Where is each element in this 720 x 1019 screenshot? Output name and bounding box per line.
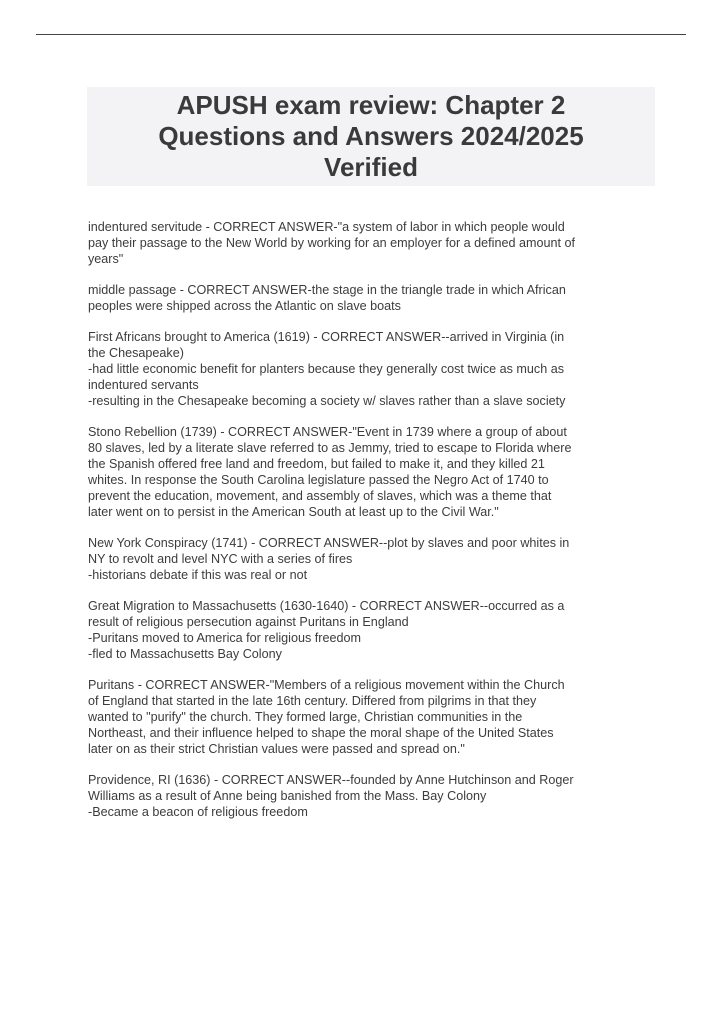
title-line: APUSH exam review: Chapter 2 [176,90,566,120]
qa-list [88,219,668,835]
qa-text-line: indentured servitude - CORRECT ANSWER-"a system of labor in which people would [88,220,565,234]
title-line: Verified [324,152,418,182]
qa-text-line: Northeast, and their influence helped to shape the moral shape of the United States [88,726,554,740]
qa-text-line: later went on to persist in the American South at least up to the Civil War." [88,505,499,519]
qa-entry-great-migration [88,598,668,662]
qa-entry-indentured-servitude [88,219,668,267]
qa-text-line: -historians debate if this was real or not [88,568,308,582]
qa-entry-first-africans [88,329,668,409]
title-line: Questions and Answers 2024/2025 [158,121,584,151]
qa-entry-middle-passage [88,282,668,314]
qa-text-line: NY to revolt and level NYC with a series of fires [88,552,353,566]
qa-text-line: Stono Rebellion (1739) - CORRECT ANSWER-"Event in 1739 where a group of about [88,425,567,439]
qa-text-line: Williams as a result of Anne being banished from the Mass. Bay Colony [88,789,487,803]
qa-text-line: of England that started in the late 16th century. Differed from pilgrims in that they [88,694,537,708]
qa-text-line: indentured servants [88,378,199,392]
qa-text-line: later on as their strict Christian values were passed and spread on." [88,742,465,756]
qa-text-line: middle passage - CORRECT ANSWER-the stage in the triangle trade in which African [88,283,566,297]
qa-text-line: pay their passage to the New World by working for an employer for a defined amount of [88,236,575,250]
qa-text-line: prevent the education, movement, and assembly of slaves, which was a theme that [88,489,552,503]
qa-text-line: -Became a beacon of religious freedom [88,805,308,819]
qa-text-line: the Chesapeake) [88,346,184,360]
qa-text-line: Puritans - CORRECT ANSWER-"Members of a religious movement within the Church [88,678,565,692]
qa-text-line: -had little economic benefit for planters because they generally cost twice as much as [88,362,565,376]
qa-text-line: Providence, RI (1636) - CORRECT ANSWER--founded by Anne Hutchinson and Roger [88,773,574,787]
qa-entry-providence [88,772,668,820]
top-divider [36,34,686,35]
qa-text-line: result of religious persecution against Puritans in England [88,615,409,629]
title-banner [87,87,655,186]
qa-text-line: Great Migration to Massachusetts (1630-1640) - CORRECT ANSWER--occurred as a [88,599,565,613]
qa-text-line: First Africans brought to America (1619) - CORRECT ANSWER--arrived in Virginia (in [88,330,565,344]
qa-text-line: -resulting in the Chesapeake becoming a society w/ slaves rather than a slave society [88,394,566,408]
qa-entry-puritans [88,677,668,757]
qa-text-line: peoples were shipped across the Atlantic on slave boats [88,299,401,313]
qa-entry-stono-rebellion [88,424,668,520]
qa-text-line: -fled to Massachusetts Bay Colony [88,647,282,661]
qa-entry-new-york-conspiracy [88,535,668,583]
qa-text-line: whites. In response the South Carolina legislature passed the Negro Act of 1740 to [88,473,549,487]
qa-text-line: wanted to "purify" the church. They formed large, Christian communities in the [88,710,523,724]
qa-text-line: the Spanish offered free land and freedom, but failed to make it, and they killed 21 [88,457,545,471]
page-title [111,90,631,183]
qa-text-line: New York Conspiracy (1741) - CORRECT ANSWER--plot by slaves and poor whites in [88,536,570,550]
qa-text-line: years" [88,252,124,266]
qa-text-line: -Puritans moved to America for religious freedom [88,631,361,645]
qa-text-line: 80 slaves, led by a literate slave referred to as Jemmy, tried to escape to Florida where [88,441,572,455]
